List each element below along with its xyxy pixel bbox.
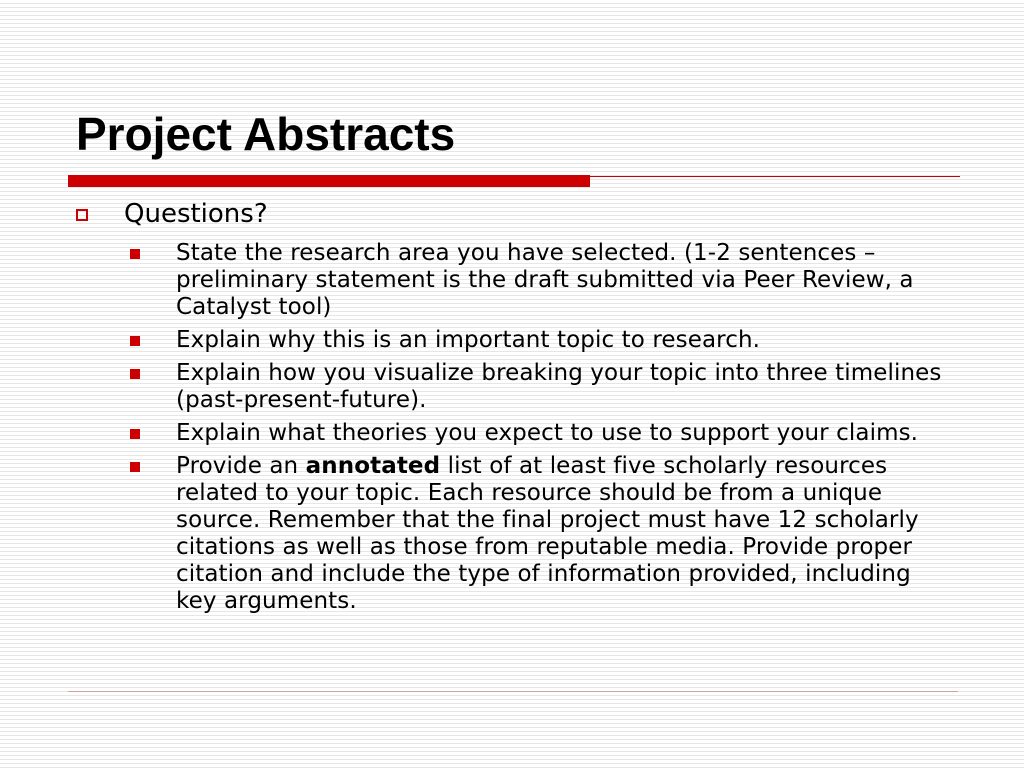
title-underline-thick — [68, 175, 590, 187]
sub-bullet-text: Explain why this is an important topic to research. — [176, 327, 761, 353]
sub-bullet-text-prefix: Provide an — [176, 453, 306, 479]
sub-bullet-text: Explain how you visualize breaking your topic into three timelines (past-present-future). — [176, 360, 942, 413]
sub-bullet-text: Explain what theories you expect to use to support your claims. — [176, 420, 919, 446]
level1-text: Questions? — [124, 199, 268, 229]
sub-bullet-text-suffix: list of at least five scholarly resources related to your topic. Each resource should be from a unique source. Remember that the final project must have 12 scholarly citations as well as those from reputable media. Provide proper citation and include the type of information provided, including key arguments. — [176, 453, 919, 614]
title-underline-thin — [590, 176, 960, 177]
footer-rule — [68, 691, 958, 692]
filled-square-bullet-icon — [130, 336, 140, 346]
sub-bullet-text: State the research area you have selected. (1-2 sentences – preliminary statement is the draft submitted via Peer Review, a Catalyst tool) — [176, 240, 914, 320]
sub-bullet-list — [128, 240, 958, 621]
filled-square-bullet-icon — [130, 462, 140, 472]
sub-bullet-item — [128, 327, 958, 354]
filled-square-bullet-icon — [130, 249, 140, 259]
slide-title: Project Abstracts — [76, 108, 456, 160]
sub-bullet-text-bold: annotated — [305, 453, 441, 479]
level1-bullet — [76, 196, 268, 232]
sub-bullet-item — [128, 453, 958, 615]
sub-bullet-item — [128, 360, 958, 414]
sub-bullet-item — [128, 420, 958, 447]
filled-square-bullet-icon — [130, 429, 140, 439]
sub-bullet-item — [128, 240, 958, 321]
hollow-square-bullet-icon — [76, 209, 88, 221]
filled-square-bullet-icon — [130, 369, 140, 379]
